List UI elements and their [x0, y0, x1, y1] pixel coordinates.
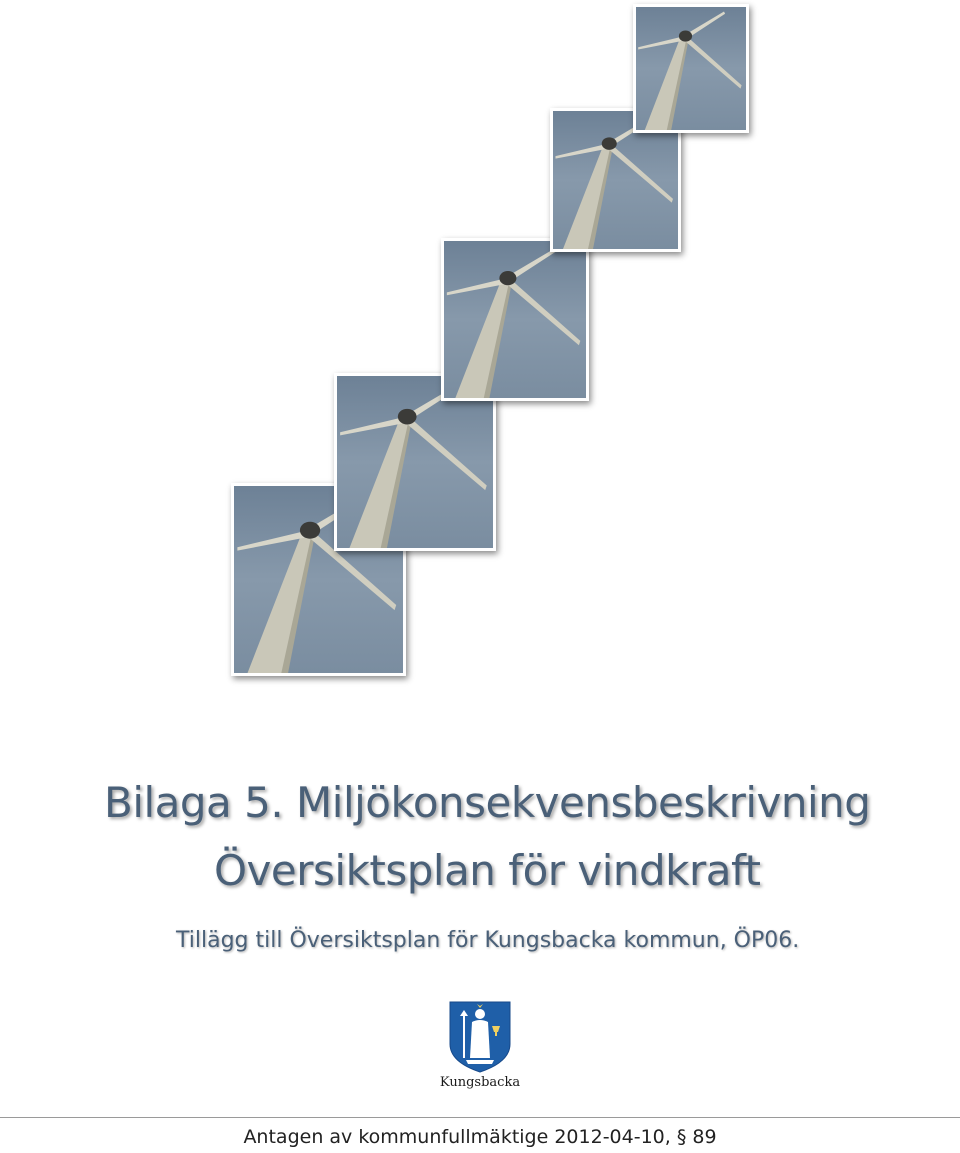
- wind-turbine-photo-3: [441, 238, 589, 401]
- footer-divider: [0, 1117, 960, 1118]
- wind-turbine-icon: [337, 376, 493, 548]
- wind-turbine-icon: [636, 7, 746, 130]
- footer-approval-text: Antagen av kommunfullmäktige 2012-04-10, § 89: [243, 1126, 717, 1148]
- logo-text: Kungsbacka: [439, 1075, 521, 1090]
- document-title: Bilaga 5. Miljökonsekvensbeskrivning: [104, 778, 871, 827]
- document-subtitle-main: Översiktsplan för vindkraft: [214, 846, 761, 895]
- wind-turbine-photo-5: [633, 4, 749, 133]
- wind-turbine-icon: [444, 241, 586, 398]
- municipality-logo: [420, 1000, 540, 1100]
- document-subtitle: Tillägg till Översiktsplan för Kungsbacka kommun, ÖP06.: [176, 928, 800, 953]
- coat-of-arms-icon: [448, 1000, 512, 1074]
